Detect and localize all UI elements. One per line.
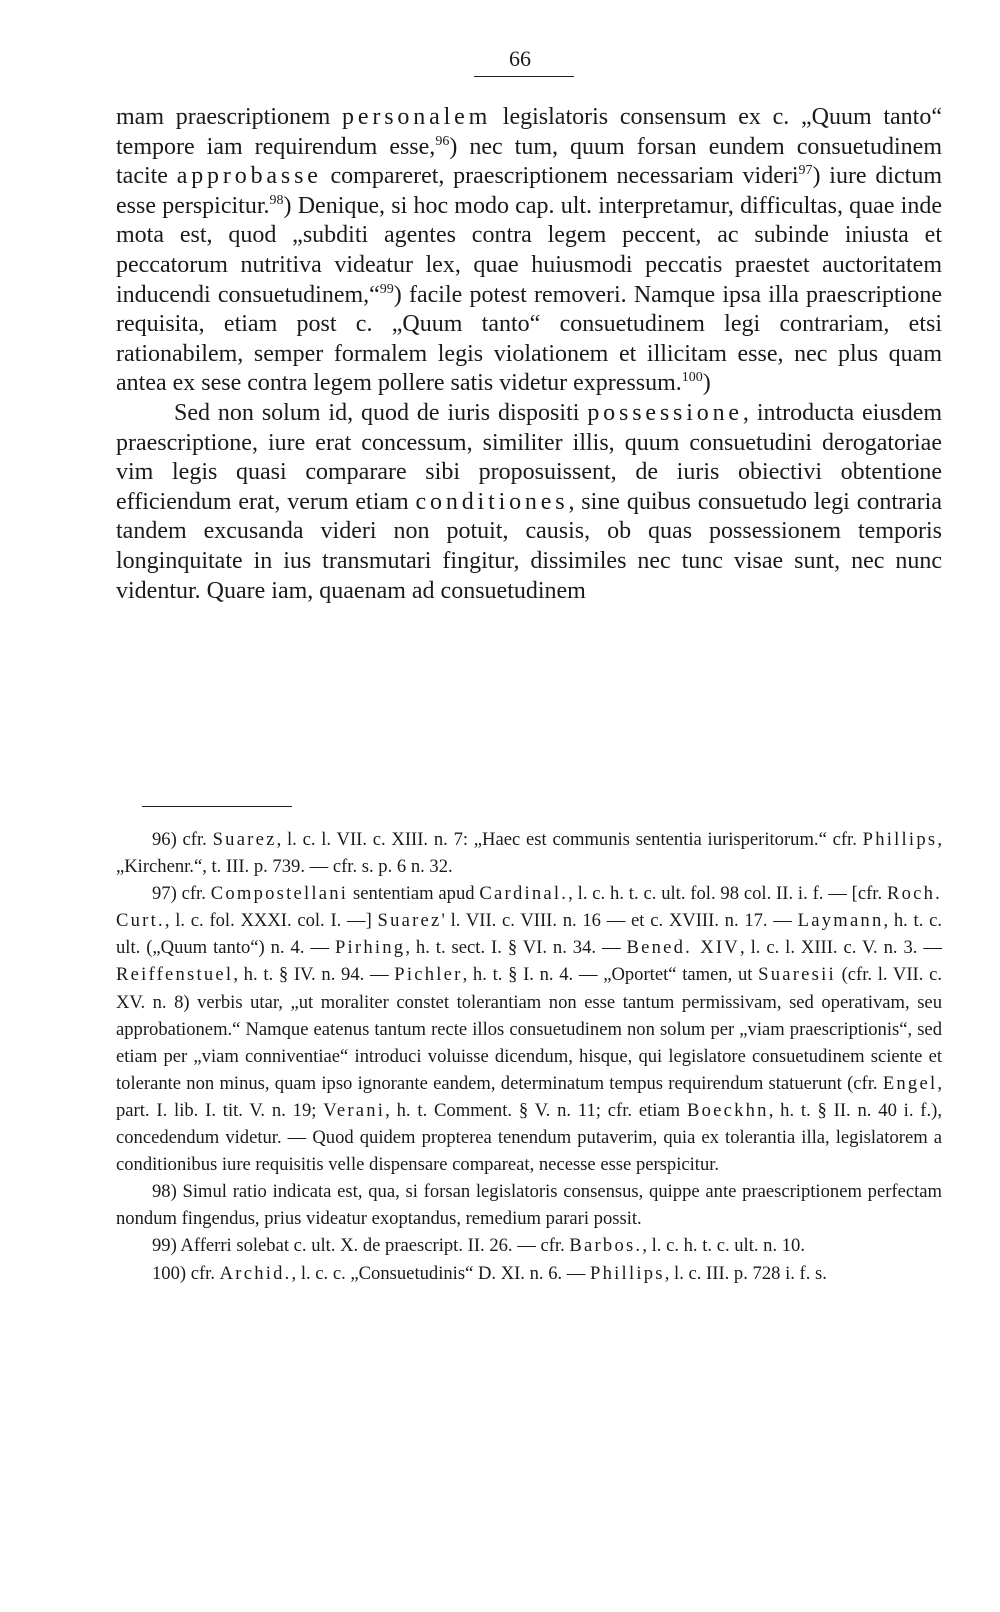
text-run: (cfr. l. VII. c. XV. n. 8) verbis utar, „ut moraliter constet tolerantiam non esse tantum permissivam, sed operativam, seu approbationem.“ Namque eatenus tantum recte illos consuetudinem non solum per „viam praescriptionis“, sed etiam per „viam conniventiae“ introduci voluisse dicendum, hisque, qui legislatore consuetudinem sciente et tolerante non minus, quam ipso ignorante eandem, determinatum tempus requirendum statuerunt (cfr. <box>116 964 942 1094</box>
text-run: , sine quibus consuetudo legi contraria tandem excusanda videri non potuit, causis, ob quas possessionem temporis longinquitate in ius transmutari fingitur, dissimiles nec tunc visae sunt, nec nunc videntur. Quare iam, quaenam ad consuetudinem <box>116 488 942 604</box>
footnotes <box>116 826 942 1287</box>
author-name: Archid. <box>219 1262 292 1284</box>
author-name: Pirhing <box>334 937 406 959</box>
author-name: Phillips <box>590 1262 665 1284</box>
text-run: , l. c. l. VII. c. XIII. n. 7: „Haec est communis sententia iurisperitorum.“ cfr. <box>276 829 863 850</box>
author-name: Laymann <box>797 910 884 932</box>
footnote-100 <box>116 1260 942 1287</box>
author-name: Bened. XIV <box>626 937 740 959</box>
text-run: , l. c. h. t. c. ult. n. 10. <box>642 1235 806 1257</box>
spaced-term: approbasse <box>176 163 322 190</box>
author-name: Suarez <box>212 829 277 850</box>
text-run: , l. c. c. „Consuetudinis“ D. XI. n. 6. — <box>291 1262 591 1284</box>
text-run: 97) cfr. <box>152 883 211 905</box>
text-run: 98) Simul ratio indicata est, qua, si forsan legislatoris consensus, quippe ante praescriptionem perfectam nondum fingendus, prius videatur exoptandus, remedium parari possit. <box>116 1181 942 1230</box>
text-run: , h. t. § I. n. 4. — „Oportet“ tamen, ut <box>462 964 759 986</box>
text-run: 96) cfr. <box>152 829 213 850</box>
text-run: , h. t. sect. I. § VI. n. 34. — <box>405 937 627 959</box>
footnote-99 <box>116 1232 942 1259</box>
footnote-separator <box>142 806 292 807</box>
text-run: ) nec tum, quum forsan eundem consuetudinem tacite <box>116 133 942 190</box>
text-run: Sed non solum id, quod de iuris dispositi <box>174 399 588 426</box>
paragraph-1 <box>116 103 942 399</box>
text-run: ) Denique, si hoc modo cap. ult. interpretamur, difficultas, quae inde mota est, quod „subditi agentes contra legem peccent, ac subinde iniusta et peccatorum nutritiva videatur lex, quae huiusmodi peccatis praestet auctoritatem inducendi consuetudinem,“ <box>116 192 943 308</box>
author-name: Boeckhn <box>686 1099 769 1121</box>
page-number: 66 <box>509 46 531 71</box>
footnote-97 <box>116 880 942 1178</box>
text-run: ) facile potest removeri. Namque ipsa illa praescriptione requisita, etiam post c. „Quum tanto“ consuetudinem legi contrariam, etsi rationabilem, semper formalem legis violationem et illicitam esse, nec plus quam antea ex sese contra legem pollere satis videtur expressum. <box>116 281 942 397</box>
spaced-term: conditiones <box>415 488 569 515</box>
text-run: , h. t. c. ult. („Quum tanto“) n. 4. — <box>116 910 942 959</box>
author-name: Cardinal. <box>479 883 569 905</box>
text-run: mam praescriptionem <box>116 104 343 130</box>
spaced-term: possessione <box>587 399 743 426</box>
text-run: , h. t. § II. n. 40 i. f.), concedendum videtur. — Quod quidem propterea tenendum putaverim, quia ex tolerantia illa, legislatorem a conditionibus iure requisitis velle dispensare compareat, necesse esse perspicitur. <box>116 1099 942 1176</box>
text-run: ' l. VII. c. VIII. n. 16 — et c. XVIII. n. 17. — <box>441 910 798 932</box>
text-run: ) iure dictum esse perspicitur. <box>116 163 942 219</box>
footnote-98 <box>116 1178 942 1232</box>
text-run: , introducta eiusdem praescriptione, iure erat concessum, similiter illis, quum consuetudini derogatoriae vim legis quasi comparare sibi proposuissent, de iuris obiectivi obtentione efficiendum erat, verum etiam <box>116 399 943 515</box>
header-rule <box>474 76 574 77</box>
author-name: Engel <box>882 1072 938 1094</box>
footnote-96 <box>116 826 942 880</box>
footnote-ref-96: 96 <box>435 133 450 149</box>
text-run: , h. t. § IV. n. 94. — <box>233 964 395 986</box>
text-run: , „Kirchenr.“, t. III. p. 739. — cfr. s. p. 6 n. 32. <box>116 829 942 878</box>
text-run: ) <box>702 370 711 397</box>
text-run: , l. c. III. p. 728 i. f. s. <box>664 1262 827 1284</box>
author-name: Suarez <box>377 910 442 932</box>
author-name: Compostellani <box>210 883 349 905</box>
footnote-ref-100: 100 <box>681 370 703 386</box>
author-name: Phillips <box>862 829 938 850</box>
footnote-ref-97: 97 <box>798 163 813 179</box>
author-name: Pichler <box>394 964 463 986</box>
text-run: compareret, praescriptionem necessariam videri <box>321 163 799 190</box>
text-run: , l. c. h. t. c. ult. fol. 98 col. II. i. f. — [cfr. <box>568 883 887 905</box>
author-name: Barbos. <box>569 1235 643 1257</box>
footnote-ref-98: 98 <box>269 192 284 208</box>
text-run: , h. t. Comment. § V. n. 11; cfr. etiam <box>385 1099 687 1121</box>
main-text <box>116 103 942 606</box>
text-run: 99) Afferri solebat c. ult. X. de praescript. II. 26. — cfr. <box>152 1235 570 1257</box>
text-run: 100) cfr. <box>152 1262 220 1284</box>
text-run: , part. I. lib. I. tit. V. n. 19; <box>116 1072 942 1121</box>
text-run: sententiam apud <box>348 883 480 905</box>
text-run: , l. c. l. XIII. c. V. n. 3. — <box>739 937 942 959</box>
spaced-term: personalem <box>342 104 492 130</box>
author-name: Reiffenstuel <box>116 964 234 986</box>
footnote-ref-99: 99 <box>379 281 394 297</box>
author-name: Suaresii <box>758 964 836 986</box>
text-run: legislatoris consensum ex c. „Quum tanto“ tempore iam requirendum esse, <box>116 104 942 160</box>
author-name: Roch. Curt. <box>116 883 943 932</box>
author-name: Verani <box>323 1099 386 1121</box>
text-run: , l. c. fol. XXXI. col. I. —] <box>164 910 378 932</box>
paragraph-2 <box>116 399 942 606</box>
